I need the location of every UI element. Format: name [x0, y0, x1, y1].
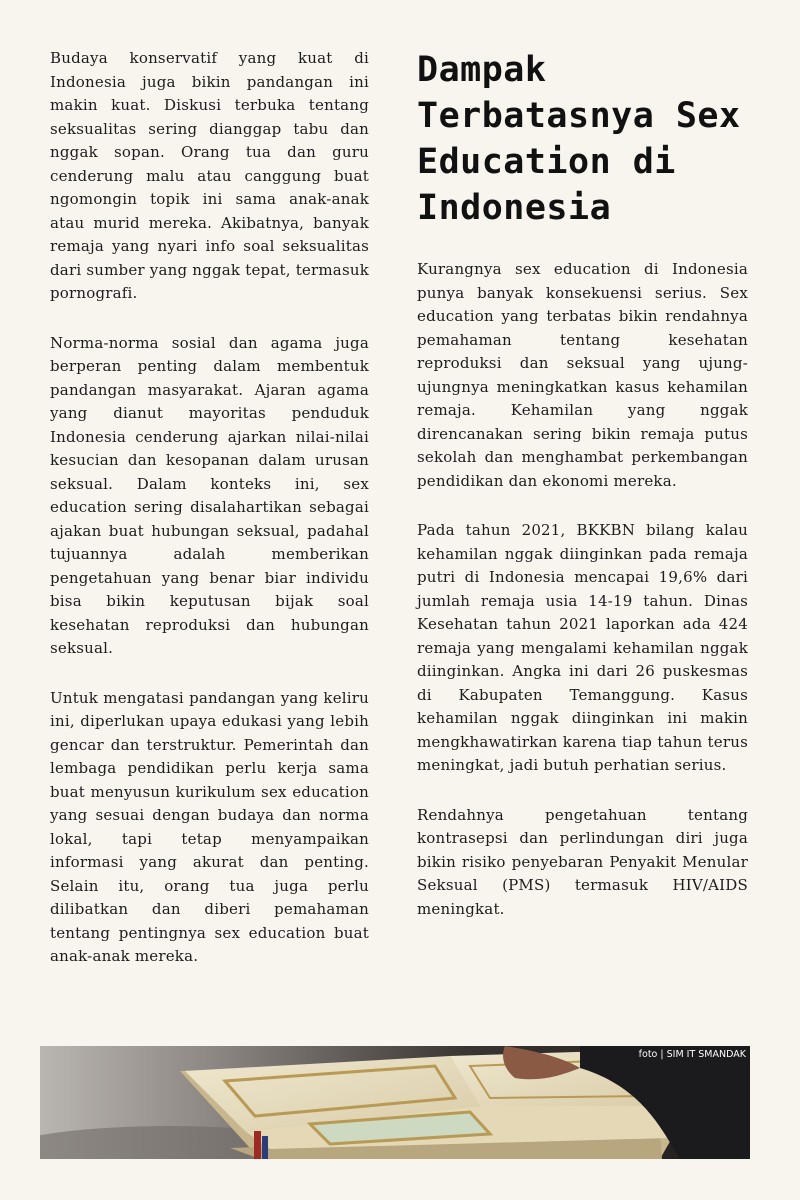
left-paragraph-3: Untuk mengatasi pandangan yang keliru ini, diperlukan upaya edukasi yang lebih gencar dan terstruktur. Pemerintah dan lembaga pendidikan perlu kerja sama buat menyusun kurikulum sex education yang sesuai dengan budaya dan norma lokal, tapi tetap menyampaikan informasi yang akurat dan penting. Selain itu, orang tua juga perlu dilibatkan dan diberi pemahaman tentang pentingnya sex education buat anak-anak mereka. [50, 688, 369, 965]
open-book-photo [40, 1046, 750, 1159]
right-paragraph-1: Kurangnya sex education di Indonesia punya banyak konsekuensi serius. Sex education yang terbatas bikin rendahnya pemahaman tentang kesehatan reproduksi dan seksual yang ujung-ujungnya meningkatkan kasus kehamilan remaja. Kehamilan yang nggak direncanakan sering bikin remaja putus sekolah dan menghambat perkembangan pendidikan dan ekonomi mereka. [417, 260, 748, 490]
right-column [417, 47, 748, 947]
left-paragraph-1: Budaya konservatif yang kuat di Indonesia juga bikin pandangan ini makin kuat. Diskusi terbuka tentang seksualitas sering dianggap tabu dan nggak sopan. Orang tua dan guru cenderung malu atau canggung buat ngomongin topik ini sama anak-anak atau murid mereka. Akibatnya, banyak remaja yang nyari info soal seksualitas dari sumber yang nggak tepat, termasuk pornografi. [50, 49, 369, 302]
right-paragraph-3: Rendahnya pengetahuan tentang kontrasepsi dan perlindungan diri juga bikin risiko penyebaran Penyakit Menular Seksual (PMS) termasuk HIV/AIDS meningkat. [417, 805, 748, 918]
book-illustration [40, 1046, 750, 1159]
right-paragraph-2: Pada tahun 2021, BKKBN bilang kalau kehamilan nggak diinginkan pada remaja putri di Indonesia mencapai 19,6% dari jumlah remaja usia 14-19 tahun. Dinas Kesehatan tahun 2021 laporkan ada 424 remaja yang mengalami kehamilan nggak diinginkan. Angka ini dari 26 puskesmas di Kabupaten Temanggung. Kasus kehamilan nggak diinginkan ini makin mengkhawatirkan karena tiap tahun terus meningkat, jadi butuh perhatian serius. [417, 521, 748, 774]
left-column [50, 47, 369, 995]
left-paragraph-2: Norma-norma sosial dan agama juga berperan penting dalam membentuk pandangan masyarakat. Ajaran agama yang dianut mayoritas penduduk Indonesia cenderung ajarkan nilai-nilai kesucian dan kesopanan dalam urusan seksual. Dalam konteks ini, sex education sering disalahartikan sebagai ajakan buat hubungan seksual, padahal tujuannya adalah memberikan pengetahuan yang benar biar individu bisa bikin keputusan bijak soal kesehatan reproduksi dan hubungan seksual. [50, 333, 369, 657]
photo-credit: foto | SIM IT SMANDAK [638, 1049, 746, 1060]
article-title: Dampak Terbatasnya Sex Education di Indonesia [417, 50, 741, 228]
